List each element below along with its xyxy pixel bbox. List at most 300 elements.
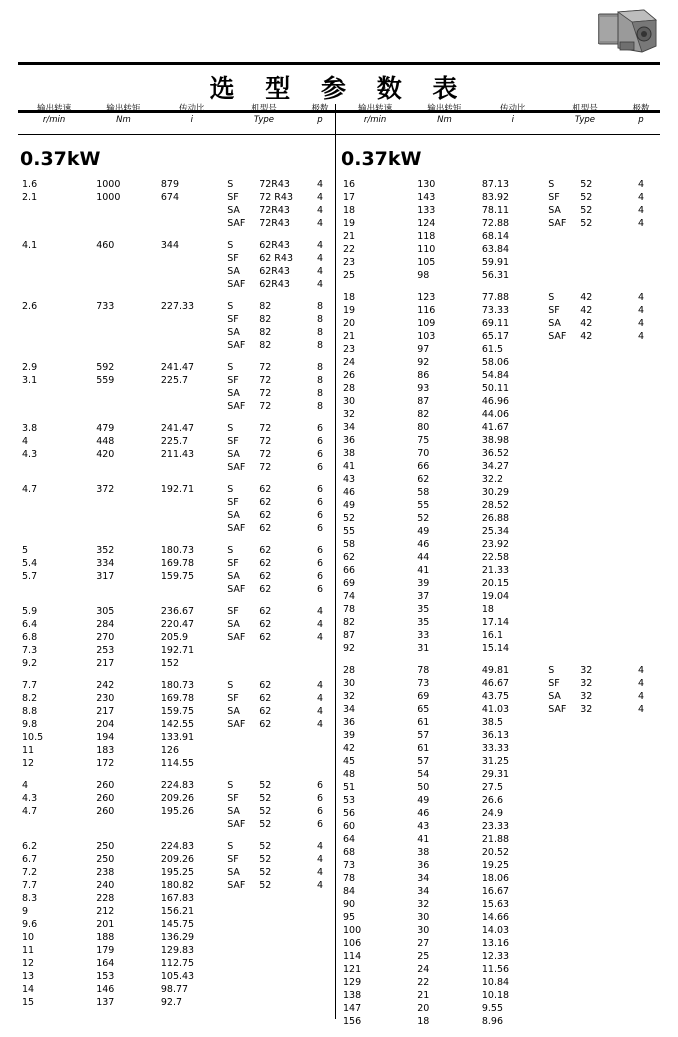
table-row — [18, 853, 339, 866]
cell-ratio: 169.78 — [160, 693, 195, 704]
type-prefix — [548, 590, 580, 603]
cell-output-speed: 52 — [343, 513, 356, 524]
cell-type — [227, 422, 301, 435]
cell-type — [227, 631, 301, 644]
cell-poles — [622, 473, 660, 486]
cell-poles: 6 — [317, 484, 324, 495]
cell-type — [548, 664, 622, 677]
table-row — [339, 677, 660, 690]
header-type: 机型号 Type — [572, 104, 598, 125]
table-row — [339, 512, 660, 525]
type-prefix — [548, 742, 580, 755]
cell-type — [227, 618, 301, 631]
cell-type — [227, 605, 301, 618]
type-prefix — [548, 629, 580, 642]
cell-type — [548, 885, 622, 898]
type-prefix: S — [227, 423, 234, 434]
cell-poles: 6 — [317, 523, 324, 534]
type-prefix: SF — [227, 497, 239, 508]
cell-type — [227, 339, 301, 352]
cell-type — [548, 768, 622, 781]
type-prefix — [548, 1015, 580, 1028]
header-output-speed: 输出转速 r/min — [358, 104, 393, 125]
table-row — [18, 705, 339, 718]
cell-poles — [622, 950, 660, 963]
cell-poles: 6 — [317, 423, 324, 434]
table-row — [18, 326, 339, 339]
cell-ratio: 241.47 — [160, 423, 195, 434]
table-row — [18, 422, 339, 435]
cell-type — [548, 794, 622, 807]
cell-output-speed: 49 — [343, 500, 356, 511]
type-size: 52 — [259, 780, 272, 791]
cell-output-speed: 7.2 — [22, 867, 38, 878]
cell-output-torque: 44 — [417, 552, 430, 563]
cell-type — [227, 879, 301, 892]
cell-type — [548, 486, 622, 499]
cell-ratio: 156.21 — [160, 906, 195, 917]
cell-output-speed: 3.1 — [22, 375, 38, 386]
cell-output-speed — [18, 252, 90, 265]
cell-output-speed: 42 — [343, 743, 356, 754]
cell-poles: 4 — [317, 680, 324, 691]
cell-output-torque: 34 — [417, 873, 430, 884]
table-row — [339, 551, 660, 564]
cell-poles — [622, 911, 660, 924]
spec-group — [18, 679, 339, 770]
cell-poles: 4 — [638, 205, 645, 216]
cell-output-torque: 592 — [96, 362, 115, 373]
header-output-torque: 输出转矩 Nm — [106, 104, 141, 125]
cell-ratio: 29.31 — [481, 769, 510, 780]
cell-output-torque: 58 — [417, 487, 430, 498]
cell-ratio: 209.26 — [160, 793, 195, 804]
cell-type — [227, 931, 301, 944]
cell-output-speed: 39 — [343, 730, 356, 741]
cell-ratio: 28.52 — [481, 500, 510, 511]
type-prefix — [548, 1002, 580, 1015]
type-size: 62 — [259, 484, 272, 495]
cell-ratio: 674 — [160, 192, 179, 203]
cell-ratio — [157, 461, 227, 474]
cell-ratio: 126 — [160, 745, 179, 756]
cell-output-speed: 32 — [343, 409, 356, 420]
spec-group — [18, 483, 339, 535]
type-prefix — [227, 970, 259, 983]
type-prefix — [548, 859, 580, 872]
data-column-right — [339, 178, 660, 1037]
cell-type — [548, 950, 622, 963]
cell-output-torque — [90, 583, 157, 596]
type-prefix: S — [227, 680, 234, 691]
cell-output-torque: 242 — [96, 680, 115, 691]
table-row — [339, 269, 660, 282]
cell-output-torque: 54 — [417, 769, 430, 780]
cell-output-torque: 57 — [417, 730, 430, 741]
cell-ratio — [157, 252, 227, 265]
type-prefix: S — [227, 545, 234, 556]
type-prefix: SAF — [548, 704, 567, 715]
cell-ratio — [157, 496, 227, 509]
cell-output-torque: 109 — [417, 318, 436, 329]
type-size: 62 — [259, 693, 272, 704]
cell-output-speed — [18, 278, 90, 291]
cell-output-torque: 143 — [417, 192, 436, 203]
cell-output-torque: 39 — [417, 578, 430, 589]
table-row — [339, 473, 660, 486]
cell-output-speed: 24 — [343, 357, 356, 368]
table-row — [339, 768, 660, 781]
type-size: 52 — [259, 854, 272, 865]
table-row — [339, 833, 660, 846]
type-prefix — [548, 885, 580, 898]
type-prefix: SA — [227, 205, 240, 216]
cell-ratio: 879 — [160, 179, 179, 190]
table-row — [339, 243, 660, 256]
cell-type — [227, 970, 301, 983]
cell-output-torque: 82 — [417, 409, 430, 420]
cell-output-torque: 153 — [96, 971, 115, 982]
cell-poles: 4 — [638, 218, 645, 229]
cell-ratio: 133.91 — [160, 732, 195, 743]
type-prefix — [548, 603, 580, 616]
table-header — [18, 104, 660, 134]
type-size: 62 — [259, 719, 272, 730]
cell-output-torque — [90, 818, 157, 831]
cell-output-speed: 90 — [343, 899, 356, 910]
cell-type — [548, 178, 622, 191]
table-row — [339, 846, 660, 859]
cell-ratio: 46.96 — [481, 396, 510, 407]
cell-poles: 6 — [317, 819, 324, 830]
cell-type — [227, 644, 301, 657]
cell-output-speed: 43 — [343, 474, 356, 485]
cell-ratio: 32.2 — [481, 474, 504, 485]
type-prefix: SF — [227, 793, 239, 804]
type-prefix — [548, 872, 580, 885]
cell-type — [227, 779, 301, 792]
table-row — [339, 729, 660, 742]
type-prefix: SF — [227, 253, 239, 264]
cell-output-speed: 22 — [343, 244, 356, 255]
cell-poles — [301, 657, 339, 670]
type-prefix — [548, 716, 580, 729]
cell-output-speed: 19 — [343, 305, 356, 316]
cell-ratio: 145.75 — [160, 919, 195, 930]
cell-type — [227, 679, 301, 692]
cell-poles — [622, 629, 660, 642]
header-poles: 极数 p — [311, 104, 329, 125]
cell-poles — [622, 1002, 660, 1015]
cell-output-torque: 230 — [96, 693, 115, 704]
cell-ratio: 44.06 — [481, 409, 510, 420]
cell-output-torque: 22 — [417, 977, 430, 988]
cell-ratio: 73.33 — [481, 305, 510, 316]
cell-poles — [622, 924, 660, 937]
cell-output-speed: 11 — [22, 745, 35, 756]
type-size: 72R43 — [259, 205, 290, 216]
type-prefix — [227, 657, 259, 670]
cell-output-speed: 23 — [343, 344, 356, 355]
cell-output-speed: 9.6 — [22, 919, 38, 930]
cell-poles — [622, 716, 660, 729]
table-row — [339, 317, 660, 330]
table-row — [339, 564, 660, 577]
type-size: 72R43 — [259, 179, 290, 190]
table-row — [18, 944, 339, 957]
cell-output-speed: 4 — [22, 436, 29, 447]
type-prefix — [548, 369, 580, 382]
header-rule — [18, 134, 660, 135]
type-prefix — [227, 957, 259, 970]
cell-ratio — [157, 313, 227, 326]
cell-ratio: 68.14 — [481, 231, 510, 242]
type-prefix — [548, 460, 580, 473]
type-prefix: SF — [227, 558, 239, 569]
cell-poles: 6 — [317, 510, 324, 521]
type-prefix: SF — [227, 192, 239, 203]
cell-ratio: 59.91 — [481, 257, 510, 268]
cell-output-torque: 46 — [417, 539, 430, 550]
cell-output-speed: 12 — [22, 958, 35, 969]
cell-ratio: 83.92 — [481, 192, 510, 203]
cell-ratio — [157, 818, 227, 831]
table-row — [339, 499, 660, 512]
cell-ratio: 27.5 — [481, 782, 504, 793]
cell-type — [227, 313, 301, 326]
cell-ratio: 211.43 — [160, 449, 195, 460]
cell-ratio: 20.15 — [481, 578, 510, 589]
cell-ratio: 18.06 — [481, 873, 510, 884]
cell-output-speed: 73 — [343, 860, 356, 871]
cell-type — [227, 300, 301, 313]
cell-output-torque: 37 — [417, 591, 430, 602]
cell-output-speed: 23 — [343, 257, 356, 268]
type-size: 52 — [580, 218, 593, 229]
cell-poles: 4 — [317, 279, 324, 290]
cell-ratio: 159.75 — [160, 706, 195, 717]
cell-output-torque: 38 — [417, 847, 430, 858]
cell-type — [227, 918, 301, 931]
cell-poles: 8 — [317, 375, 324, 386]
type-size: 72 — [259, 362, 272, 373]
cell-output-speed: 156 — [343, 1016, 362, 1027]
cell-type — [548, 564, 622, 577]
cell-poles — [301, 644, 339, 657]
cell-output-speed: 9.8 — [22, 719, 38, 730]
table-row — [339, 460, 660, 473]
cell-output-torque: 92 — [417, 357, 430, 368]
cell-poles — [301, 905, 339, 918]
cell-output-torque: 110 — [417, 244, 436, 255]
type-prefix — [548, 768, 580, 781]
cell-type — [548, 256, 622, 269]
type-size: 72 — [259, 388, 272, 399]
cell-ratio: 15.14 — [481, 643, 510, 654]
table-row — [339, 924, 660, 937]
cell-type — [548, 499, 622, 512]
type-prefix — [227, 731, 259, 744]
cell-poles — [622, 395, 660, 408]
cell-type — [227, 570, 301, 583]
table-row — [339, 629, 660, 642]
header-poles: 极数 p — [632, 104, 650, 125]
cell-poles — [622, 642, 660, 655]
cell-output-speed: 106 — [343, 938, 362, 949]
cell-type — [548, 703, 622, 716]
cell-type — [548, 512, 622, 525]
cell-ratio: 16.1 — [481, 630, 504, 641]
cell-output-torque: 27 — [417, 938, 430, 949]
table-row — [339, 807, 660, 820]
type-size: 52 — [259, 841, 272, 852]
cell-output-speed: 114 — [343, 951, 362, 962]
cell-ratio: 180.73 — [160, 545, 195, 556]
type-prefix — [548, 473, 580, 486]
type-prefix: SA — [227, 388, 240, 399]
cell-type — [548, 872, 622, 885]
cell-output-speed: 28 — [343, 383, 356, 394]
cell-type — [227, 983, 301, 996]
cell-poles — [301, 744, 339, 757]
cell-output-speed: 34 — [343, 704, 356, 715]
cell-output-speed: 64 — [343, 834, 356, 845]
cell-output-speed: 25 — [343, 270, 356, 281]
type-size: 52 — [259, 880, 272, 891]
type-size: 62R43 — [259, 240, 290, 251]
cell-type — [548, 434, 622, 447]
cell-output-speed: 19 — [343, 218, 356, 229]
type-prefix: SAF — [227, 819, 246, 830]
type-prefix: SA — [227, 266, 240, 277]
type-prefix: SF — [227, 606, 239, 617]
cell-output-speed: 95 — [343, 912, 356, 923]
type-prefix — [548, 794, 580, 807]
cell-poles — [622, 460, 660, 473]
table-row — [18, 792, 339, 805]
cell-ratio: 224.83 — [160, 780, 195, 791]
cell-type — [227, 361, 301, 374]
type-size: 52 — [580, 179, 593, 190]
cell-output-speed: 66 — [343, 565, 356, 576]
power-label-left: 0.37kW — [20, 148, 101, 170]
cell-output-torque: 34 — [417, 886, 430, 897]
cell-output-speed: 30 — [343, 678, 356, 689]
type-prefix — [548, 486, 580, 499]
table-row — [18, 278, 339, 291]
table-row — [18, 657, 339, 670]
type-size: 52 — [259, 819, 272, 830]
cell-poles — [622, 577, 660, 590]
type-prefix — [548, 421, 580, 434]
cell-type — [548, 460, 622, 473]
cell-type — [548, 1015, 622, 1028]
cell-ratio: 11.56 — [481, 964, 510, 975]
cell-poles — [622, 538, 660, 551]
cell-poles — [622, 781, 660, 794]
cell-type — [548, 690, 622, 703]
cell-type — [548, 395, 622, 408]
type-prefix: SA — [227, 706, 240, 717]
cell-output-torque — [90, 313, 157, 326]
type-prefix — [548, 989, 580, 1002]
type-prefix: SAF — [227, 401, 246, 412]
table-row — [339, 1002, 660, 1015]
cell-output-torque: 49 — [417, 526, 430, 537]
cell-output-speed: 6.2 — [22, 841, 38, 852]
table-row — [18, 557, 339, 570]
cell-type — [548, 217, 622, 230]
cell-output-torque: 179 — [96, 945, 115, 956]
cell-output-torque: 479 — [96, 423, 115, 434]
table-row — [339, 538, 660, 551]
cell-output-torque: 105 — [417, 257, 436, 268]
cell-poles: 8 — [317, 340, 324, 351]
cell-type — [548, 898, 622, 911]
cell-output-speed: 4.3 — [22, 793, 38, 804]
cell-poles — [622, 230, 660, 243]
cell-output-speed: 9.2 — [22, 658, 38, 669]
cell-output-torque — [90, 217, 157, 230]
table-row — [339, 343, 660, 356]
spec-group — [18, 779, 339, 831]
cell-poles — [622, 729, 660, 742]
type-size: 72 — [259, 436, 272, 447]
cell-type — [227, 448, 301, 461]
table-row — [339, 577, 660, 590]
cell-poles: 4 — [317, 719, 324, 730]
cell-output-torque: 93 — [417, 383, 430, 394]
cell-output-torque: 228 — [96, 893, 115, 904]
cell-poles: 4 — [317, 205, 324, 216]
cell-output-speed: 11 — [22, 945, 35, 956]
type-prefix — [548, 512, 580, 525]
table-row — [18, 757, 339, 770]
cell-output-speed: 36 — [343, 435, 356, 446]
table-row — [18, 300, 339, 313]
cell-type — [227, 757, 301, 770]
type-prefix: SA — [227, 449, 240, 460]
type-prefix — [548, 616, 580, 629]
type-prefix — [227, 892, 259, 905]
cell-output-speed — [18, 509, 90, 522]
type-prefix: S — [227, 362, 234, 373]
cell-output-speed: 17 — [343, 192, 356, 203]
cell-output-torque: 61 — [417, 717, 430, 728]
type-prefix: SAF — [227, 462, 246, 473]
table-row — [339, 230, 660, 243]
spec-group — [339, 664, 660, 1028]
type-prefix: SF — [227, 854, 239, 865]
table-row — [18, 840, 339, 853]
table-row — [339, 369, 660, 382]
table-row — [18, 879, 339, 892]
cell-output-torque — [90, 400, 157, 413]
table-row — [339, 989, 660, 1002]
cell-type — [548, 291, 622, 304]
cell-output-speed — [18, 818, 90, 831]
cell-ratio: 25.34 — [481, 526, 510, 537]
cell-output-torque: 116 — [417, 305, 436, 316]
cell-type — [548, 755, 622, 768]
table-row — [18, 461, 339, 474]
cell-output-speed: 60 — [343, 821, 356, 832]
header-ratio: 传动比 i — [500, 104, 526, 125]
cell-type — [227, 496, 301, 509]
cell-output-speed: 68 — [343, 847, 356, 858]
cell-poles: 4 — [638, 292, 645, 303]
type-size: 32 — [580, 691, 593, 702]
